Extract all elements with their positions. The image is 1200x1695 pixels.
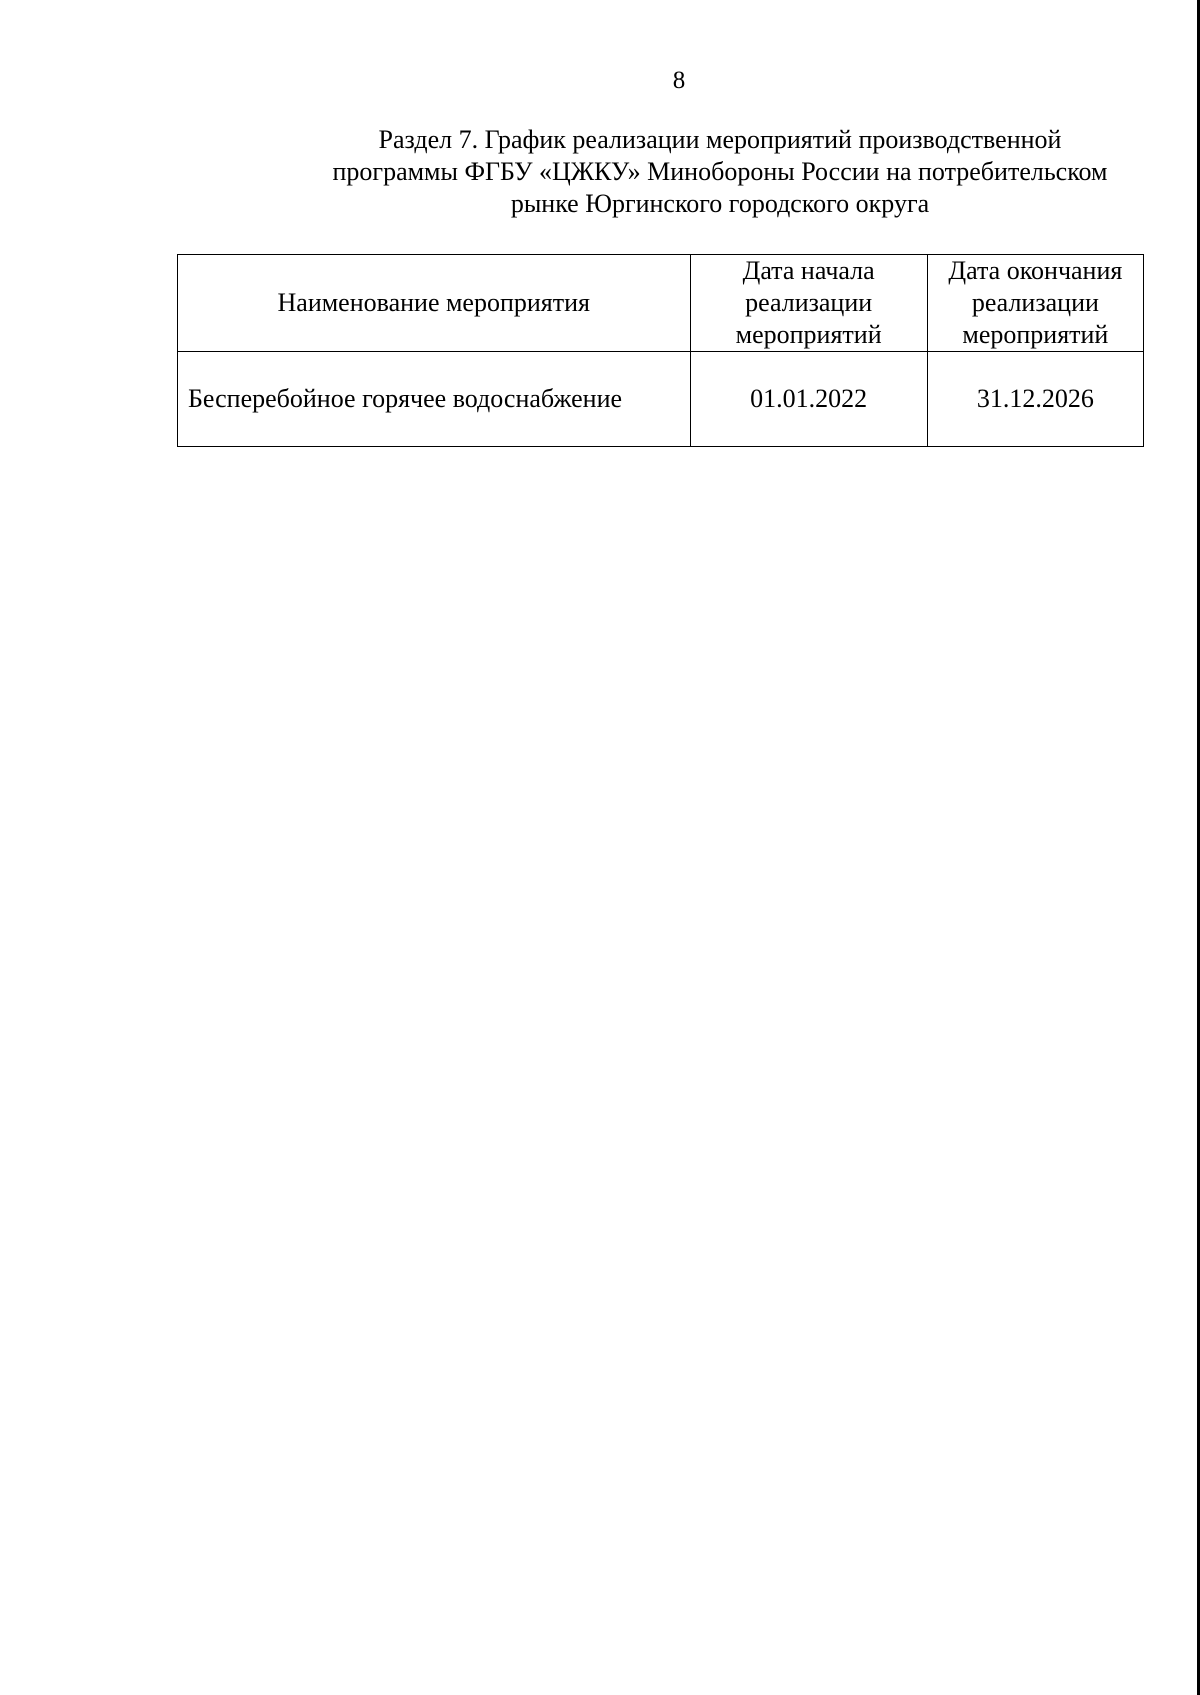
schedule-table (177, 254, 1144, 447)
header-end-date (927, 255, 1143, 352)
header-end-line: реализации (971, 288, 1099, 317)
header-start-date (690, 255, 927, 352)
event-name-cell: Бесперебойное горячее водоснабжение (178, 352, 691, 447)
header-end-line: мероприятий (962, 320, 1109, 349)
section-title-line-1: Раздел 7. График реализации мероприятий производственной (378, 125, 1062, 154)
table-row (178, 352, 1144, 447)
header-end-line: Дата окончания (948, 256, 1123, 285)
header-start-line: реализации (745, 288, 873, 317)
page-number: 8 (672, 67, 686, 94)
header-start-line: мероприятий (735, 320, 882, 349)
section-title (250, 124, 1190, 220)
section-title-line-3: рынке Юргинского городского округа (510, 189, 930, 218)
section-title-line-2: программы ФГБУ «ЦЖКУ» Минобороны России на потребительском (332, 157, 1108, 186)
header-event-name: Наименование мероприятия (178, 255, 691, 352)
table-header-row (178, 255, 1144, 352)
header-start-line: Дата начала (742, 256, 875, 285)
end-date-cell: 31.12.2026 (927, 352, 1143, 447)
start-date-cell: 01.01.2022 (690, 352, 927, 447)
